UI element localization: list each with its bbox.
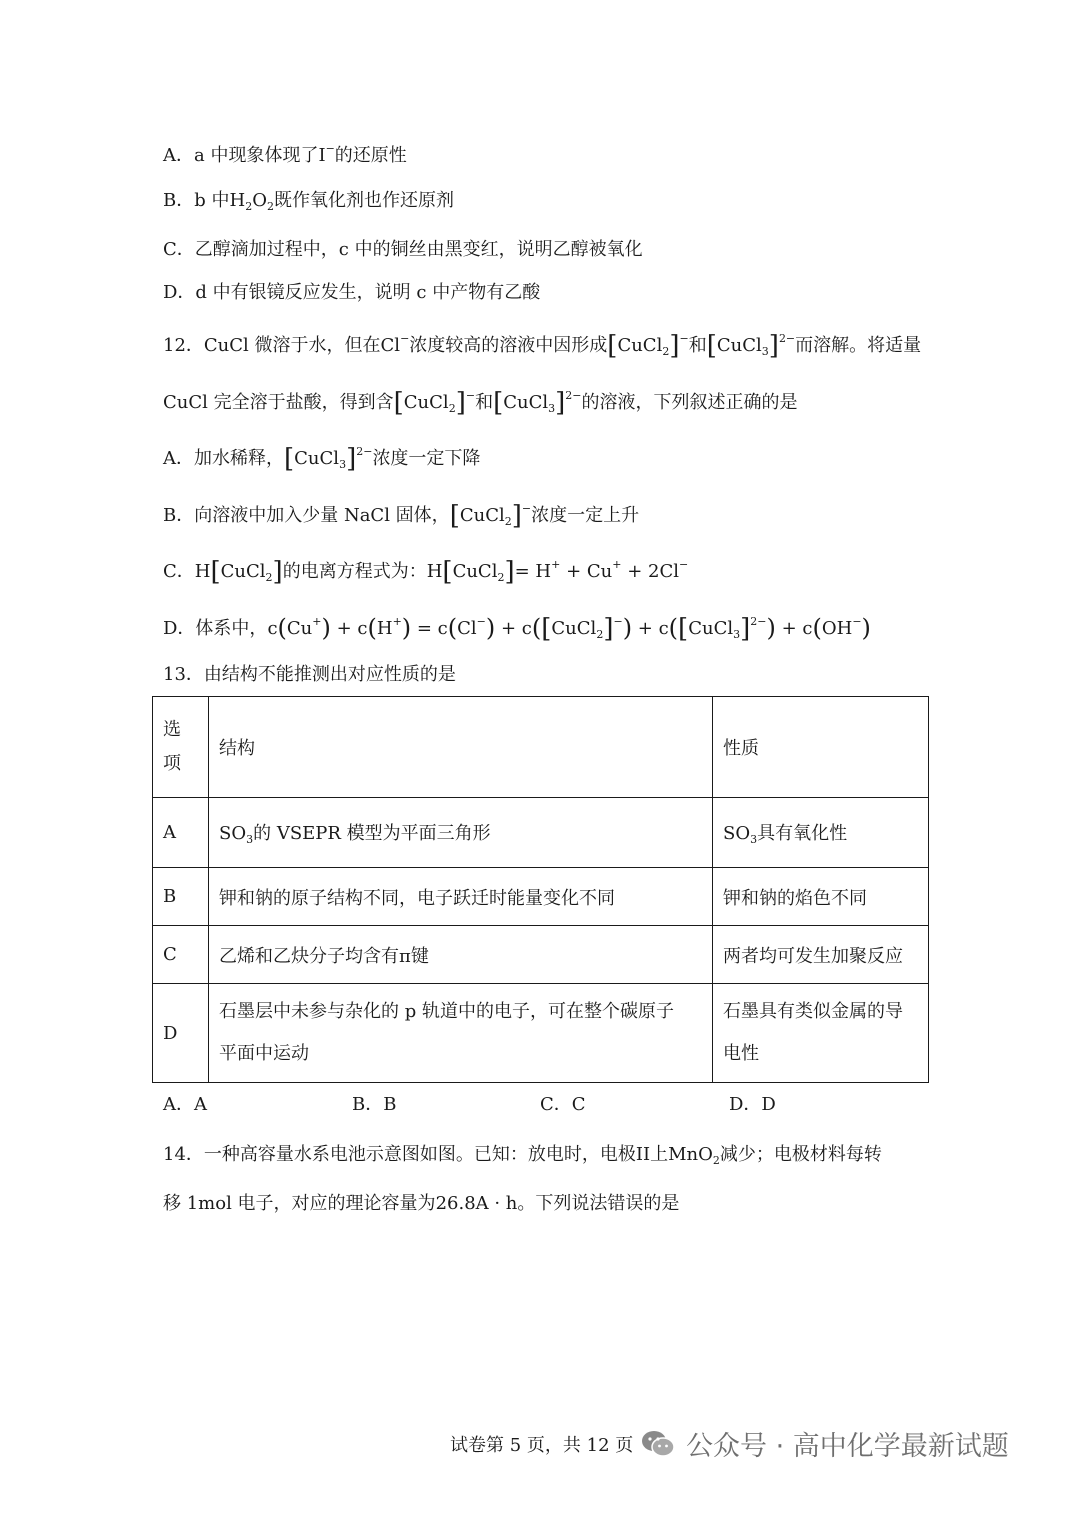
- header-property: 性质: [713, 697, 929, 798]
- table-row: [153, 926, 929, 984]
- row-property: 石墨具有类似金属的导 电性: [713, 984, 929, 1083]
- q14-stem-line2: 移 1mol 电子，对应的理论容量为26.8A · h。下列说法错误的是: [163, 1193, 680, 1214]
- q11-option-a: A．a 中现象体现了I−的还原性: [163, 142, 407, 166]
- page-footer: 试卷第 5 页，共 12 页: [450, 1435, 634, 1456]
- q12-option-c: C．H[CuCl$_2$]的电离方程式为：H[CuCl$_2$]= H+ + Cu+ + 2Cl−: [163, 557, 689, 587]
- table-row: [153, 868, 929, 926]
- watermark: 公众号 · 高中化学最新试题: [640, 1424, 1009, 1463]
- row-structure: $SO_3$的 VSEPR 模型为平面三角形: [209, 798, 713, 868]
- q12-option-d: D．体系中，c(Cu+) + c(H+) = c(Cl−) + c([CuCl$_2$]−) + c([CuCl$_3$]$^{2-}$) + c(OH−): [163, 614, 871, 644]
- q12-option-b: B．向溶液中加入少量 NaCl 固体，[CuCl$_2$]−浓度一定上升: [163, 501, 640, 531]
- header-option: 选 项: [153, 697, 209, 798]
- q14-stem-line1: 14．一种高容量水系电池示意图如图。已知：放电时，电极II上MnO$_2$减少；电极材料每转: [163, 1144, 882, 1167]
- q11-option-b: B．b 中$H_2O_2$既作氧化剂也作还原剂: [163, 190, 454, 213]
- table-row: [153, 984, 929, 1083]
- table-header-row: [153, 697, 929, 798]
- wechat-icon: [640, 1428, 676, 1460]
- q11-option-d: D．d 中有银镜反应发生，说明 c 中产物有乙酸: [163, 282, 541, 303]
- row-structure: 乙烯和乙炔分子均含有π键: [209, 926, 713, 984]
- q12-stem-line1: 12．CuCl 微溶于水，但在Cl−浓度较高的溶液中因形成[CuCl$_2$]−和[CuCl$_3$]$^{2-}$而溶解。将适量: [163, 331, 922, 361]
- q11-option-c: C．乙醇滴加过程中，c 中的铜丝由黑变红，说明乙醇被氧化: [163, 239, 643, 260]
- q13-answer-d: D．D: [729, 1094, 776, 1115]
- q13-answer-b: B．B: [352, 1094, 397, 1115]
- row-property: 钾和钠的焰色不同: [713, 868, 929, 926]
- row-property: 两者均可发生加聚反应: [713, 926, 929, 984]
- row-option: D: [153, 984, 209, 1083]
- q13-answer-c: C．C: [540, 1094, 586, 1115]
- q13-answer-a: A．A: [163, 1094, 207, 1115]
- row-structure: 石墨层中未参与杂化的 p 轨道中的电子，可在整个碳原子 平面中运动: [209, 984, 713, 1083]
- header-structure: 结构: [209, 697, 713, 798]
- row-structure: 钾和钠的原子结构不同，电子跃迁时能量变化不同: [209, 868, 713, 926]
- q13-stem: 13．由结构不能推测出对应性质的是: [163, 664, 456, 685]
- q13-table: [152, 696, 929, 1083]
- row-property: $SO_3$具有氧化性: [713, 798, 929, 868]
- q12-option-a: A．加水稀释，[CuCl$_3$]$^{2-}$浓度一定下降: [163, 444, 481, 474]
- table-row: [153, 798, 929, 868]
- row-option: C: [153, 926, 209, 984]
- row-option: A: [153, 798, 209, 868]
- q12-stem-line2: CuCl 完全溶于盐酸，得到含[CuCl$_2$]−和[CuCl$_3$]$^{2-}$的溶液，下列叙述正确的是: [163, 388, 798, 418]
- row-option: B: [153, 868, 209, 926]
